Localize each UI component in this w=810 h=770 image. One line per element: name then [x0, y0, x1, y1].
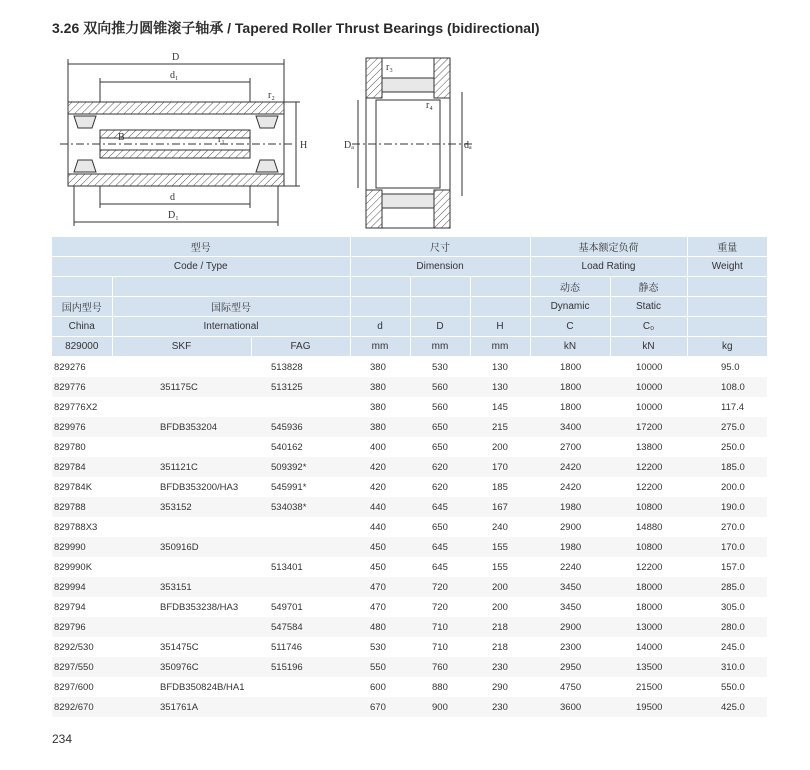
- cell-static-C0: 12200: [610, 457, 687, 477]
- label-r2: r₂: [268, 90, 275, 101]
- cell-dynamic-C: 2900: [560, 521, 582, 533]
- header-blank: [687, 317, 767, 337]
- cell-skf-code: 351175C: [112, 377, 251, 397]
- label-B: B: [118, 132, 125, 143]
- cell-outer-D: 760: [410, 657, 470, 677]
- label-r3: r₃: [386, 62, 393, 73]
- cell-outer-D: 650: [432, 441, 448, 453]
- cell-dynamic-C: 2700: [560, 441, 582, 453]
- cell-bore-d: 670: [350, 697, 410, 717]
- cell-bore-d: 450: [370, 561, 386, 573]
- cell-skf-code: 353151: [112, 577, 251, 597]
- header-unit-d: mm: [350, 337, 410, 357]
- header-blank: [687, 277, 767, 297]
- cell-static-C0: 13800: [636, 441, 663, 453]
- header-international-en: International: [112, 317, 350, 337]
- page-title: [52, 18, 540, 38]
- table-row: [52, 637, 767, 657]
- header-skf: SKF: [112, 337, 251, 357]
- cell-static-C0: 18000: [610, 577, 687, 597]
- header-blank: [470, 277, 530, 297]
- cell-outer-D: 645: [432, 561, 448, 573]
- cell-bore-d: 440: [370, 521, 386, 533]
- cell-dynamic-C: 3450: [530, 577, 610, 597]
- header-unit-C0: kN: [610, 337, 687, 357]
- page-number: 234: [52, 732, 73, 746]
- cell-china-code: 8297/600: [54, 681, 94, 693]
- cell-weight: 95.0: [721, 361, 740, 373]
- table-row: [52, 497, 767, 517]
- cell-china-code: 829276: [54, 361, 86, 373]
- cell-dynamic-C: 2300: [560, 641, 582, 653]
- header-blank: [410, 277, 470, 297]
- section-title: 双向推力圆锥滚子轴承 / Tapered Roller Thrust Bearings (bidirectional): [83, 20, 540, 36]
- cell-outer-D: 710: [432, 641, 448, 653]
- header-blank: [470, 297, 530, 317]
- cell-dynamic-C: 3450: [560, 601, 582, 613]
- header-fag: FAG: [251, 337, 350, 357]
- cell-china-code: 8292/670: [52, 697, 112, 717]
- header-unit-H: mm: [470, 337, 530, 357]
- cell-height-H: 167: [470, 497, 530, 517]
- cell-bore-d: 550: [350, 657, 410, 677]
- cell-height-H: 200: [470, 577, 530, 597]
- label-d: d: [170, 192, 175, 203]
- cell-bore-d: 380: [350, 417, 410, 437]
- cell-weight: 305.0: [721, 601, 745, 613]
- cell-skf-code: BFDB353238/HA3: [160, 601, 239, 613]
- table-row: [52, 557, 767, 577]
- cell-static-C0: 17200: [610, 417, 687, 437]
- cell-china-code: 829788: [52, 497, 112, 517]
- cell-outer-D: 620: [410, 457, 470, 477]
- cell-dynamic-C: 2420: [560, 481, 582, 493]
- cell-fag-code: 545991*: [271, 481, 307, 493]
- cell-static-C0: 10800: [610, 537, 687, 557]
- header-unit-C: kN: [530, 337, 610, 357]
- cell-height-H: 230: [470, 657, 530, 677]
- cell-height-H: 290: [492, 681, 508, 693]
- cell-dynamic-C: 2240: [560, 561, 582, 573]
- table-row: [52, 537, 767, 557]
- cell-skf-code: 351761A: [112, 697, 251, 717]
- cell-fag-code: 513401: [271, 561, 303, 573]
- cell-height-H: 155: [492, 561, 508, 573]
- label-D: D: [172, 52, 180, 63]
- cell-static-C0: 13500: [610, 657, 687, 677]
- label-r4: r₄: [426, 100, 433, 111]
- cell-china-code: 829776X2: [54, 401, 98, 413]
- cell-skf-code: BFDB353200/HA3: [160, 481, 239, 493]
- cell-china-code: 829776: [52, 377, 112, 397]
- cell-height-H: 155: [470, 537, 530, 557]
- cell-outer-D: 560: [410, 377, 470, 397]
- header-blank: [350, 277, 410, 297]
- cell-fag-code: 513828: [271, 361, 303, 373]
- header-dynamic-cn: 动态: [530, 277, 610, 297]
- table-row: [52, 657, 767, 677]
- table-row: [52, 457, 767, 477]
- cell-weight: 185.0: [687, 457, 767, 477]
- cell-fag-code: 545936: [251, 417, 350, 437]
- cell-static-C0: 14880: [636, 521, 663, 533]
- cell-fag-code: 515196: [251, 657, 350, 677]
- cell-skf-code: 350976C: [112, 657, 251, 677]
- cell-dynamic-C: 2420: [530, 457, 610, 477]
- cell-outer-D: 710: [410, 617, 470, 637]
- header-blank: [410, 297, 470, 317]
- cell-china-code: 829796: [52, 617, 112, 637]
- cell-weight: 245.0: [721, 641, 745, 653]
- cell-static-C0: 13000: [610, 617, 687, 637]
- label-H: H: [300, 140, 308, 151]
- cell-height-H: 240: [492, 521, 508, 533]
- cell-dynamic-C: 2900: [530, 617, 610, 637]
- cell-china-code: 829788X3: [54, 521, 98, 533]
- cell-bore-d: 380: [350, 377, 410, 397]
- cell-height-H: 170: [470, 457, 530, 477]
- cell-fag-code: 540162: [271, 441, 303, 453]
- header-static-cn: 静态: [610, 277, 687, 297]
- cell-bore-d: 420: [350, 457, 410, 477]
- cell-weight: 200.0: [721, 481, 745, 493]
- cell-fag-code: 513125: [251, 377, 350, 397]
- label-r1: r₁: [218, 134, 225, 145]
- cell-china-code: 829990: [52, 537, 112, 557]
- header-china-en: China: [52, 317, 112, 337]
- header-china-series: 829000: [52, 337, 112, 357]
- header-unit-weight: kg: [687, 337, 767, 357]
- cell-static-C0: 10800: [610, 497, 687, 517]
- table-row: [52, 697, 767, 717]
- cell-weight: 425.0: [687, 697, 767, 717]
- header-dimension-cn: 尺寸: [350, 237, 530, 257]
- cell-static-C0: 12200: [636, 561, 663, 573]
- cell-height-H: 185: [492, 481, 508, 493]
- cell-china-code: 829990K: [54, 561, 93, 573]
- table-row: [52, 617, 767, 637]
- cell-static-C0: 10000: [610, 377, 687, 397]
- cell-china-code: 8297/550: [52, 657, 112, 677]
- cell-height-H: 200: [492, 601, 508, 613]
- cell-static-C0: 10000: [636, 361, 663, 373]
- cell-height-H: 130: [470, 377, 530, 397]
- table-row: [52, 517, 767, 537]
- bearing-spec-table: [52, 237, 767, 717]
- cell-dynamic-C: 4750: [560, 681, 582, 693]
- cell-weight: 190.0: [687, 497, 767, 517]
- cell-outer-D: 650: [410, 417, 470, 437]
- cell-weight: 157.0: [721, 561, 745, 573]
- cell-fag-code: 534038*: [251, 497, 350, 517]
- bearing-drawing: [52, 44, 572, 236]
- cell-skf-code: 351475C: [160, 641, 199, 653]
- cell-outer-D: 900: [410, 697, 470, 717]
- cell-weight: 108.0: [687, 377, 767, 397]
- header-china-cn: 国内型号: [52, 297, 112, 317]
- label-Da: Dₐ: [344, 140, 354, 151]
- table-row: [52, 597, 767, 617]
- cell-bore-d: 470: [350, 577, 410, 597]
- cell-outer-D: 880: [432, 681, 448, 693]
- cell-static-C0: 21500: [636, 681, 663, 693]
- cell-height-H: 218: [470, 617, 530, 637]
- cell-height-H: 200: [492, 441, 508, 453]
- cell-china-code: 829994: [52, 577, 112, 597]
- cell-skf-code: BFDB353204: [112, 417, 251, 437]
- cell-dynamic-C: 2950: [530, 657, 610, 677]
- cell-fag-code: 511746: [271, 641, 302, 653]
- header-blank: [687, 297, 767, 317]
- cell-static-C0: 19500: [610, 697, 687, 717]
- cell-height-H: 215: [470, 417, 530, 437]
- header-blank: [112, 277, 350, 297]
- cell-china-code: 8292/530: [54, 641, 94, 653]
- cell-height-H: 130: [492, 361, 508, 373]
- cell-skf-code: [112, 557, 251, 577]
- cell-static-C0: 12200: [636, 481, 663, 493]
- cell-dynamic-C: 1980: [530, 497, 610, 517]
- cell-bore-d: 530: [370, 641, 386, 653]
- header-col-C: C: [530, 317, 610, 337]
- cell-bore-d: 420: [370, 481, 386, 493]
- cell-height-H: 230: [470, 697, 530, 717]
- cell-fag-code: [251, 677, 350, 697]
- header-weight-cn: 重量: [687, 237, 767, 257]
- header-dimension-en: Dimension: [350, 257, 530, 277]
- header-international-cn: 国际型号: [112, 297, 350, 317]
- table-row: [52, 357, 767, 378]
- section-number: 3.26: [52, 20, 80, 36]
- label-d1: d₁: [170, 70, 179, 81]
- header-model-en: Code / Type: [52, 257, 350, 277]
- cell-china-code: 829784: [52, 457, 112, 477]
- cell-height-H: 218: [492, 641, 508, 653]
- cell-bore-d: 470: [370, 601, 386, 613]
- cell-dynamic-C: 1980: [530, 537, 610, 557]
- cell-fag-code: [251, 697, 350, 717]
- cell-skf-code: BFDB350824B/HA1: [160, 681, 245, 693]
- table-row: [52, 397, 767, 417]
- header-blank: [350, 297, 410, 317]
- table-row: [52, 477, 767, 497]
- cell-skf-code: [112, 517, 251, 537]
- cell-outer-D: 620: [432, 481, 448, 493]
- header-blank: [52, 277, 112, 297]
- table-row: [52, 417, 767, 437]
- cell-dynamic-C: 3600: [530, 697, 610, 717]
- cell-weight: 285.0: [687, 577, 767, 597]
- cell-static-C0: 14000: [636, 641, 663, 653]
- cell-weight: 280.0: [687, 617, 767, 637]
- cell-china-code: 829780: [54, 441, 86, 453]
- cell-fag-code: [251, 517, 350, 537]
- cell-bore-d: 380: [370, 361, 386, 373]
- cell-weight: 270.0: [721, 521, 745, 533]
- table-row: [52, 437, 767, 457]
- table-row: [52, 677, 767, 697]
- cell-fag-code: [251, 537, 350, 557]
- cell-china-code: 829794: [54, 601, 86, 613]
- header-static-en: Static: [610, 297, 687, 317]
- cell-outer-D: 560: [432, 401, 448, 413]
- cell-fag-code: 547584: [251, 617, 350, 637]
- bearing-cross-section-svg: [52, 44, 572, 236]
- table-body: [52, 357, 767, 718]
- cell-skf-code: [112, 437, 251, 457]
- cell-height-H: 145: [492, 401, 508, 413]
- cell-skf-code: 351121C: [112, 457, 251, 477]
- cell-weight: 117.4: [721, 401, 745, 413]
- cell-fag-code: 509392*: [251, 457, 350, 477]
- cell-dynamic-C: 1800: [530, 377, 610, 397]
- table-row: [52, 577, 767, 597]
- cell-bore-d: 440: [350, 497, 410, 517]
- header-load-cn: 基本额定负荷: [530, 237, 687, 257]
- label-da: dₐ: [464, 140, 472, 151]
- cell-skf-code: [112, 617, 251, 637]
- cell-weight: 250.0: [721, 441, 745, 453]
- cell-static-C0: 18000: [636, 601, 663, 613]
- cell-bore-d: 380: [370, 401, 386, 413]
- label-D1: D₁: [168, 210, 179, 221]
- header-col-d: d: [350, 317, 410, 337]
- header-weight-en: Weight: [687, 257, 767, 277]
- header-col-D: D: [410, 317, 470, 337]
- cell-bore-d: 480: [350, 617, 410, 637]
- cell-outer-D: 530: [432, 361, 448, 373]
- cell-skf-code: [112, 357, 251, 378]
- cell-outer-D: 720: [432, 601, 448, 613]
- cell-dynamic-C: 1800: [560, 401, 582, 413]
- cell-outer-D: 650: [432, 521, 448, 533]
- cell-fag-code: 549701: [271, 601, 303, 613]
- cell-skf-code: 353152: [112, 497, 251, 517]
- cell-fag-code: [251, 397, 350, 417]
- cell-bore-d: 400: [370, 441, 386, 453]
- header-load-en: Load Rating: [530, 257, 687, 277]
- header-model-cn: 型号: [52, 237, 350, 257]
- cell-skf-code: 350916D: [112, 537, 251, 557]
- cell-dynamic-C: 3400: [530, 417, 610, 437]
- header-dynamic-en: Dynamic: [530, 297, 610, 317]
- cell-bore-d: 600: [370, 681, 386, 693]
- cell-dynamic-C: 1800: [560, 361, 582, 373]
- cell-skf-code: [112, 397, 251, 417]
- cell-weight: 310.0: [687, 657, 767, 677]
- cell-outer-D: 720: [410, 577, 470, 597]
- cell-static-C0: 10000: [636, 401, 663, 413]
- header-col-H: H: [470, 317, 530, 337]
- cell-weight: 550.0: [721, 681, 745, 693]
- cell-china-code: 829784K: [54, 481, 93, 493]
- cell-outer-D: 645: [410, 537, 470, 557]
- cell-china-code: 829976: [52, 417, 112, 437]
- cell-outer-D: 645: [410, 497, 470, 517]
- cell-weight: 170.0: [687, 537, 767, 557]
- header-unit-D: mm: [410, 337, 470, 357]
- cell-weight: 275.0: [687, 417, 767, 437]
- cell-fag-code: [251, 577, 350, 597]
- cell-bore-d: 450: [350, 537, 410, 557]
- table-row: [52, 377, 767, 397]
- header-col-C0: C₀: [610, 317, 687, 337]
